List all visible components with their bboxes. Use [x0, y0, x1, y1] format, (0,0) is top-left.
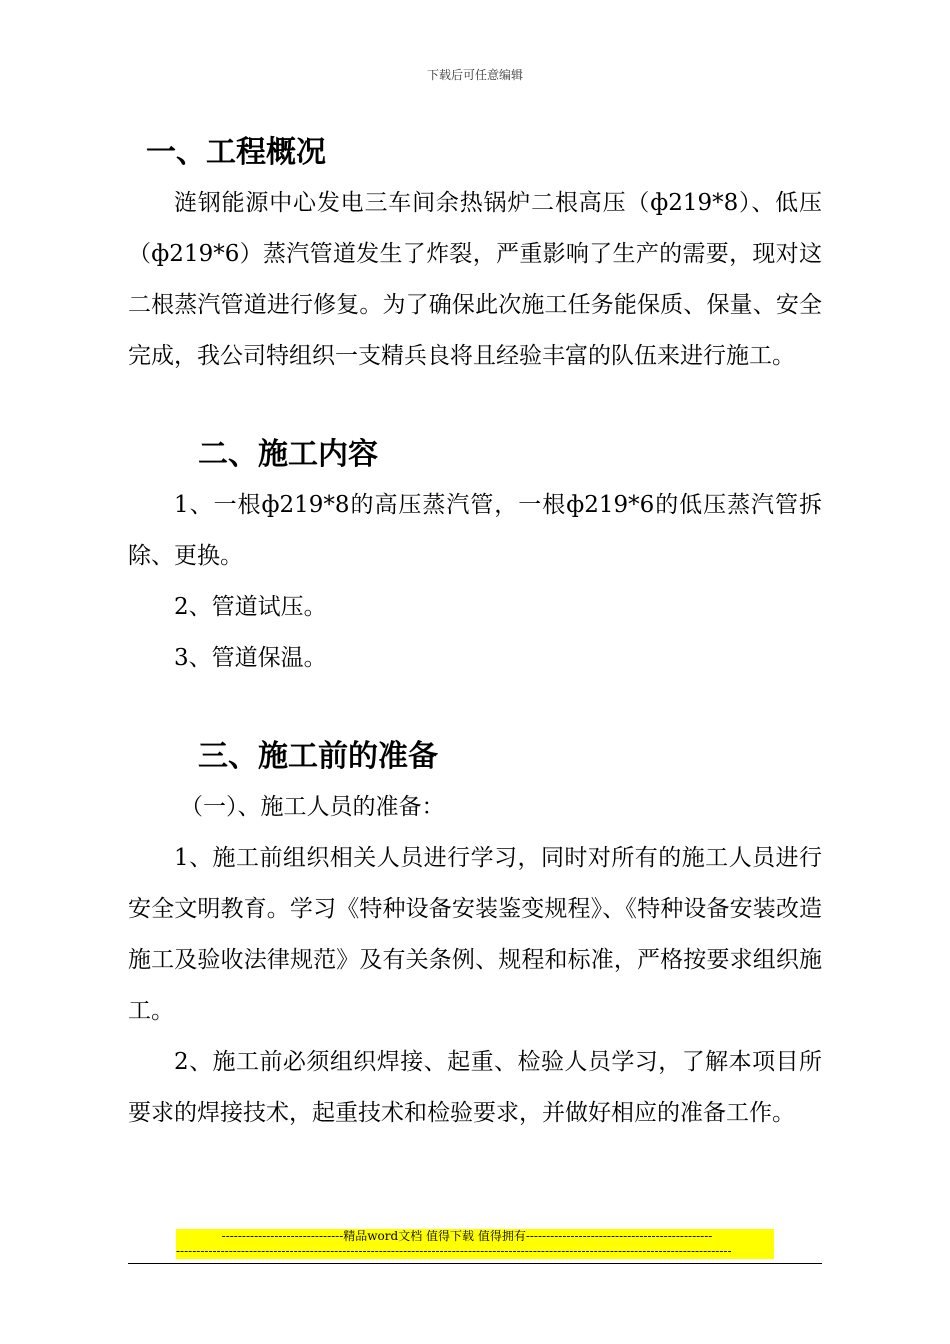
- footer-banner-line1: ------------------------------精品word文档 值得下载 值得拥有----------------------------------------------: [221, 1229, 713, 1243]
- paragraph-overview: 涟钢能源中心发电三车间余热锅炉二根高压（ф219*8）、低压（ф219*6）蒸汽管道发生了炸裂，严重影响了生产的需要，现对这二根蒸汽管道进行修复。为了确保此次施工任务能保质、保量、安全完成，我公司特组织一支精兵良将且经验丰富的队伍来进行施工。: [128, 190, 822, 369]
- footer-banner: [176, 1229, 774, 1259]
- section-heading-preparation: 三、施工前的准备: [198, 739, 438, 774]
- paragraph-content-1: 1、一根ф219*8的高压蒸汽管，一根ф219*6的低压蒸汽管拆除、更换。: [128, 492, 822, 569]
- paragraph-content-2: 2、管道试压。: [174, 594, 327, 620]
- page-header: 下载后可任意编辑: [426, 68, 523, 82]
- footer-banner-line2: -----------------------------------------------------------------------------------------------------------------------------------------: [176, 1244, 732, 1258]
- section-heading-overview: 一、工程概况: [146, 135, 326, 170]
- footer-divider: [128, 1263, 822, 1264]
- section-heading-content: 二、施工内容: [198, 437, 378, 472]
- document-body: [128, 128, 822, 1139]
- subheading-personnel: （一）、施工人员的准备：: [180, 794, 445, 820]
- paragraph-preparation-2: 2、施工前必须组织焊接、起重、检验人员学习，了解本项目所要求的焊接技术，起重技术和检验要求，并做好相应的准备工作。: [128, 1049, 822, 1126]
- paragraph-preparation-1: 1、施工前组织相关人员进行学习，同时对所有的施工人员进行安全文明教育。学习《特种设备安装鉴变规程》、《特种设备安装改造施工及验收法律规范》及有关条例、规程和标准，严格按要求组织施工。: [128, 845, 822, 1024]
- paragraph-content-3: 3、管道保温。: [174, 645, 327, 671]
